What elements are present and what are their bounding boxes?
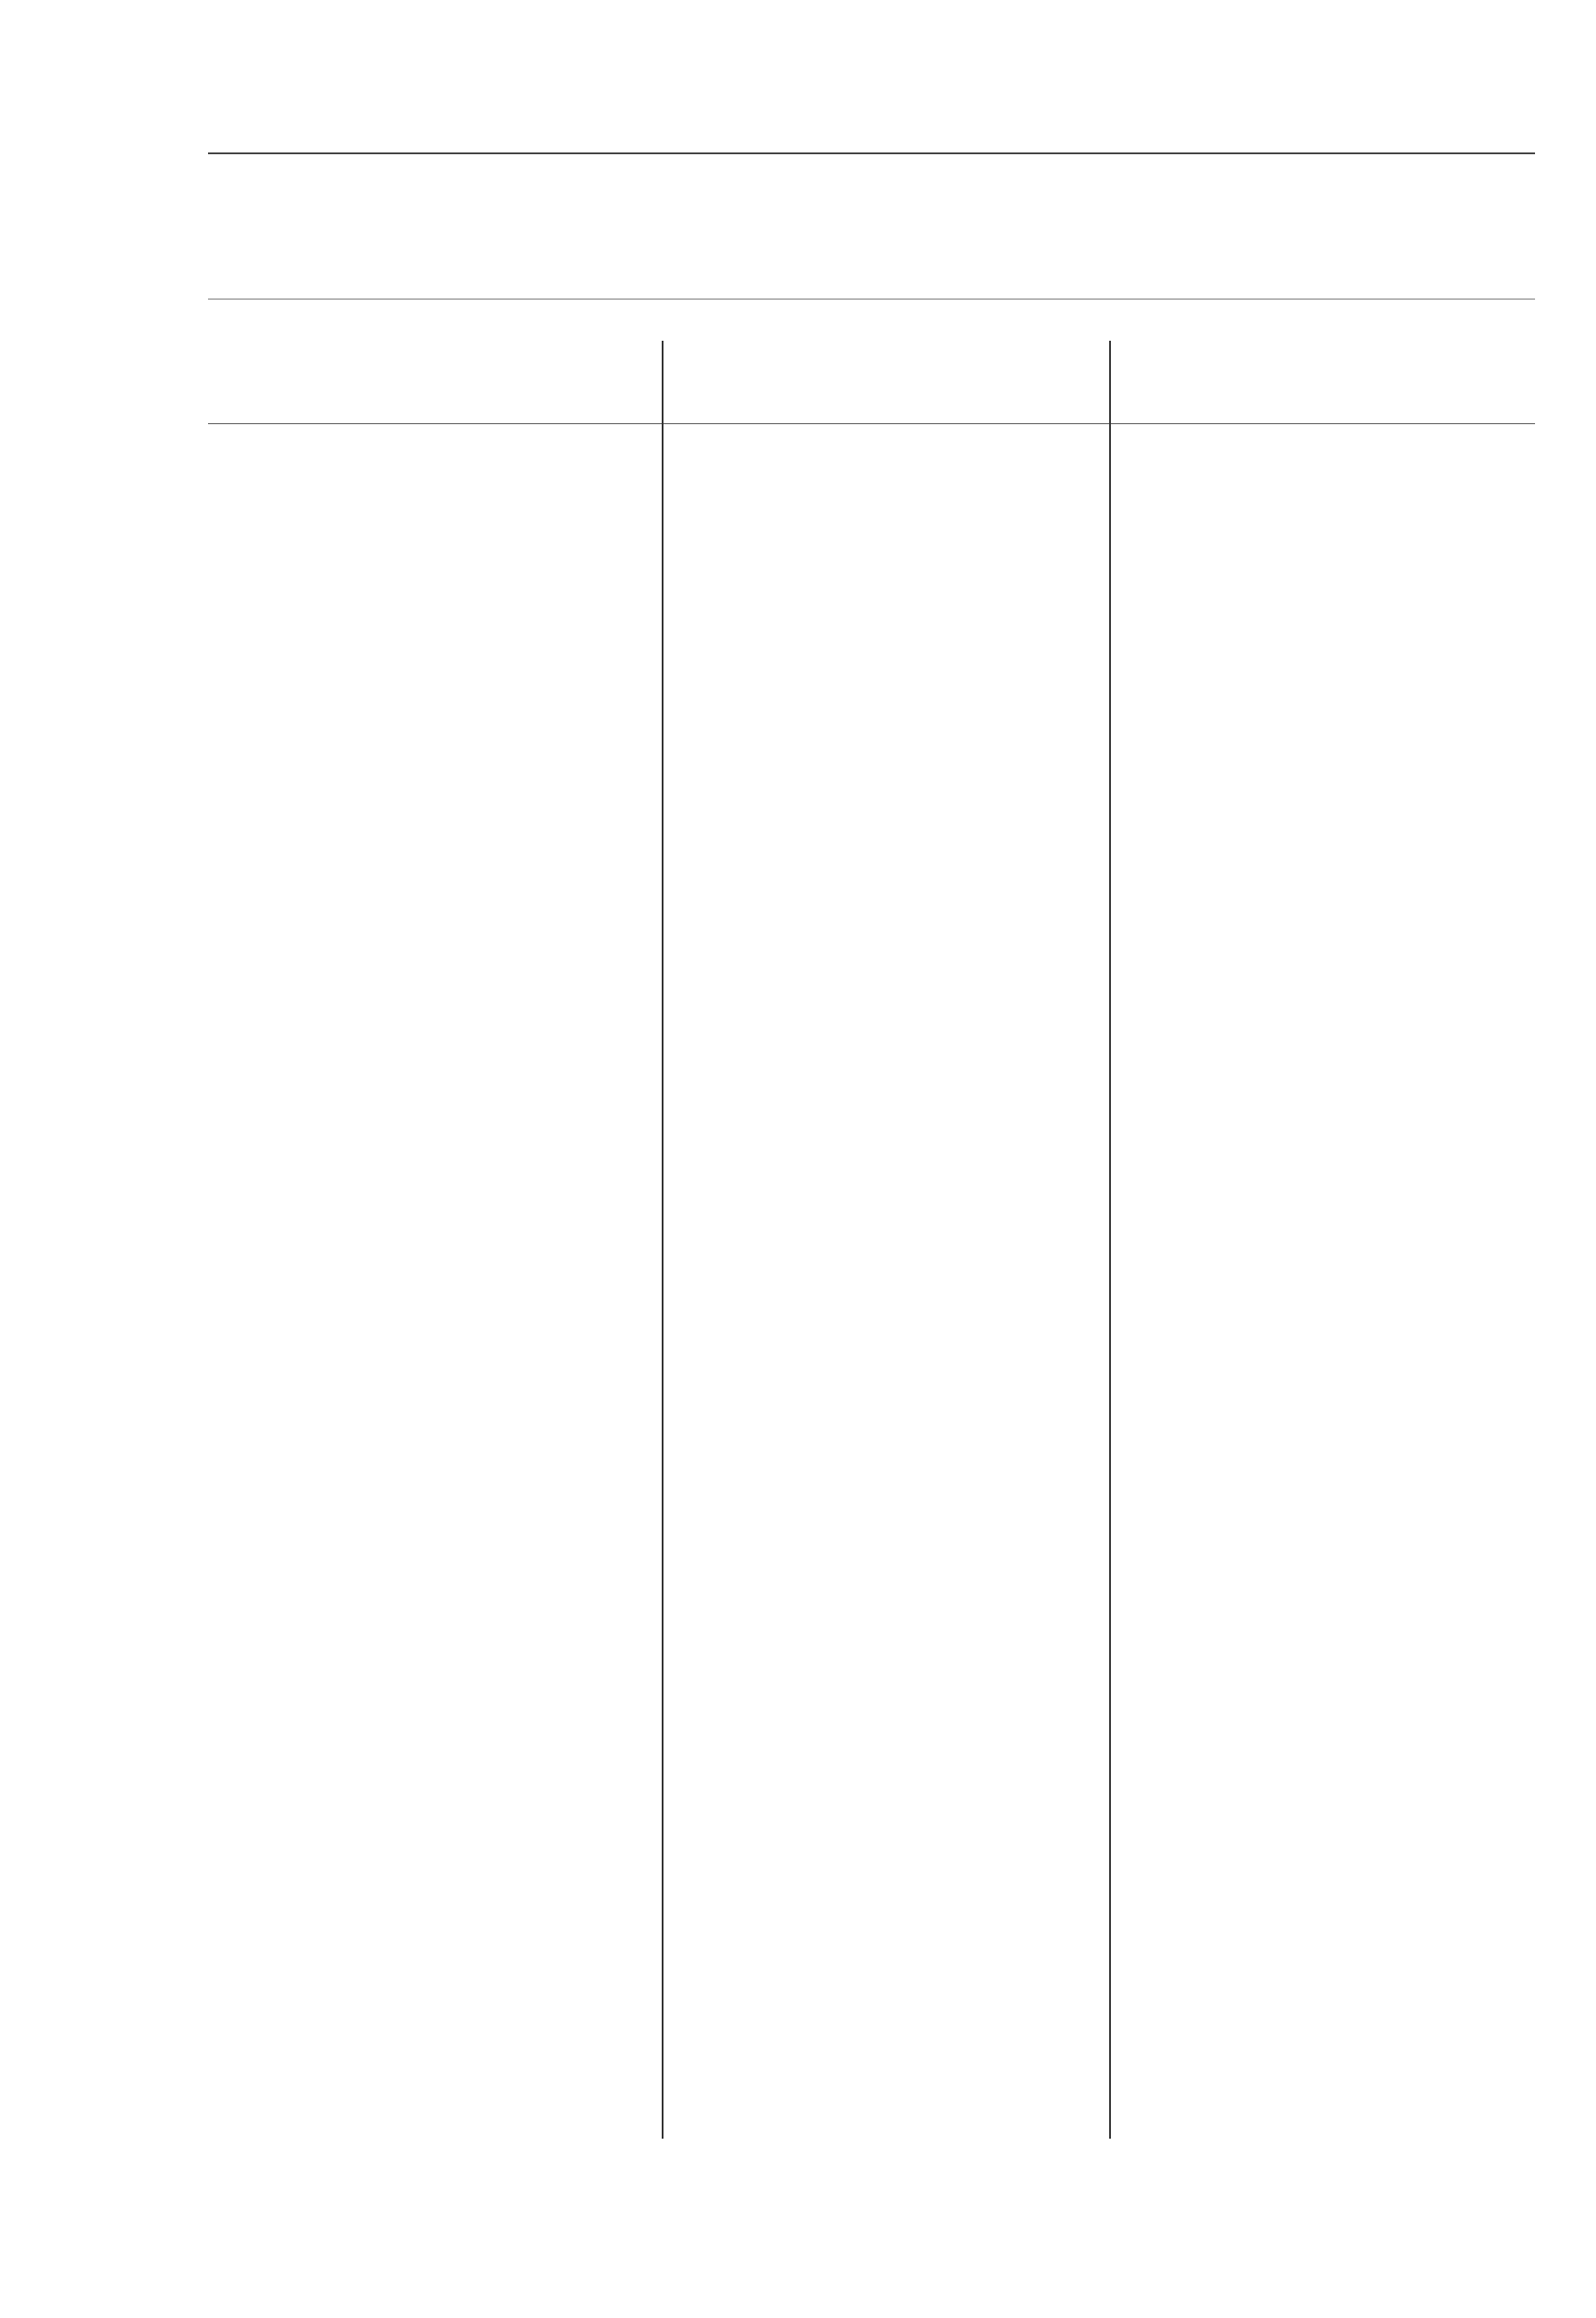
table-top-rule <box>208 299 1535 300</box>
page-header <box>211 100 1533 147</box>
column-divider-2 <box>1109 341 1111 2139</box>
table-header-rule <box>208 423 1535 424</box>
column-divider-1 <box>662 341 664 2139</box>
header-rule <box>208 152 1535 154</box>
